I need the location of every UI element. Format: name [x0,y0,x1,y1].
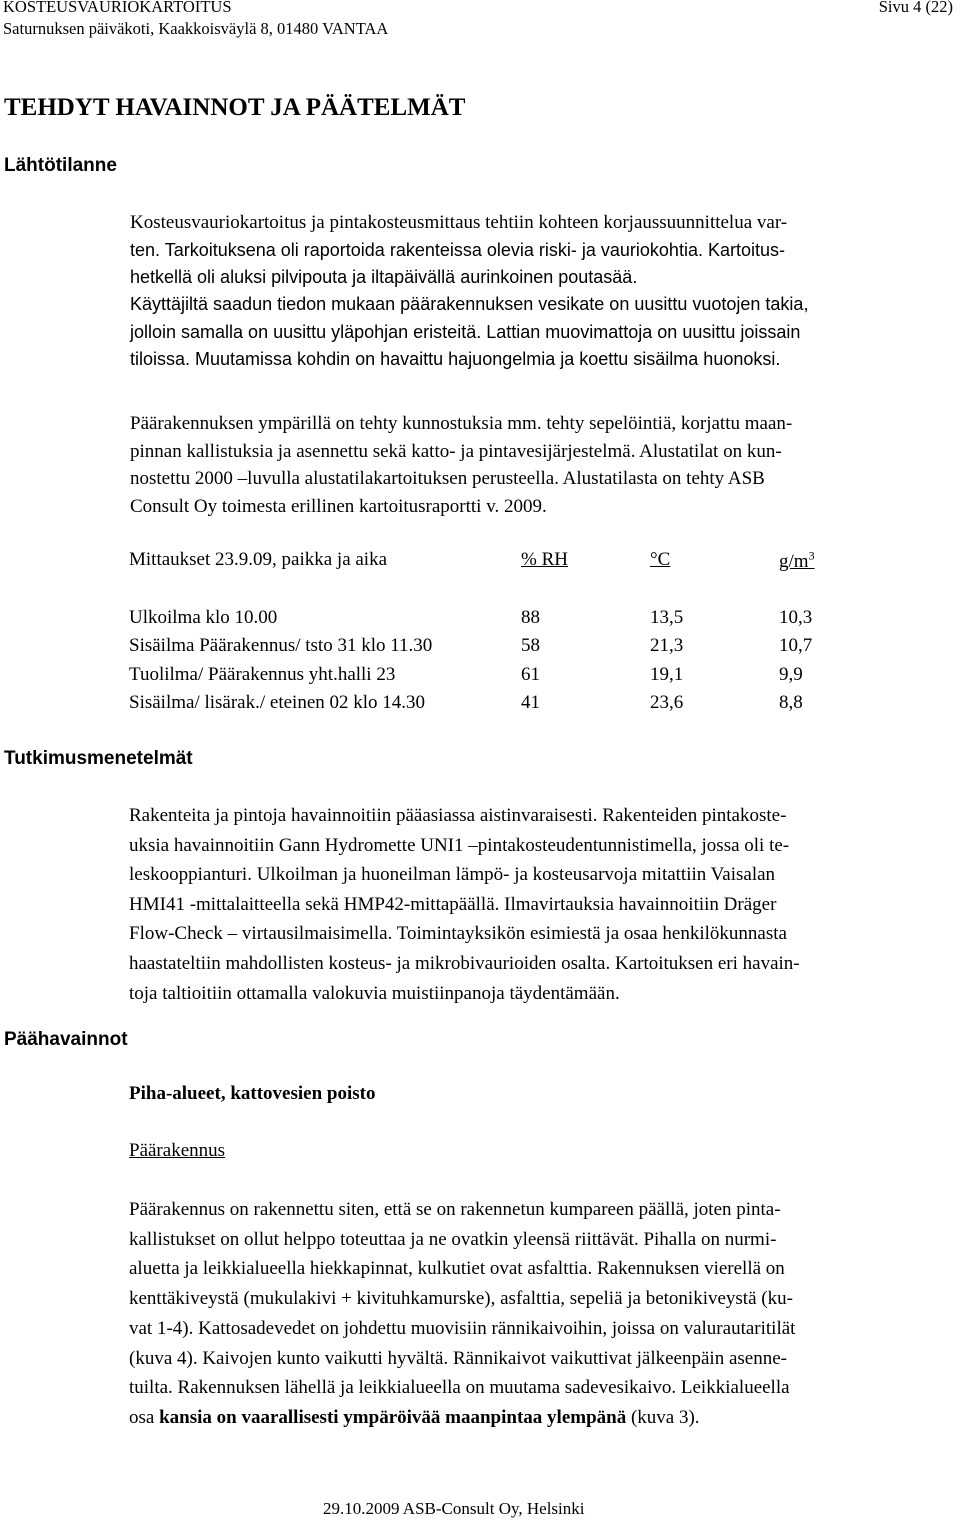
header-title: KOSTEUSVAURIOKARTOITUS [3,0,232,16]
table-row [129,604,869,632]
column-header-rh: % RH [521,549,568,570]
section-title-lahtotilanne: Lähtötilanne [4,155,117,176]
paragraph-lahtotilanne-1 [130,209,787,292]
column-header-temp: °C [650,549,671,570]
text-line: Päärakennus on rakennettu siten, että se on rakennetun kumpareen päällä, joten pinta- [129,1199,781,1220]
table-cell: 58 [521,635,540,657]
text-line: (kuva 4). Kaivojen kunto vaikutti hyvältä. Rännikaivot vaikuttivat jälkeenpäin asenne- [129,1347,787,1369]
table-cell: Sisäilma/ lisärak./ eteinen 02 klo 14.30 [129,691,426,713]
section-title-tutkimusmenetelmat: Tutkimusmenetelmät [4,748,193,769]
table-cell: Ulkoilma klo 10.00 [129,607,278,628]
text-line: Rakenteita ja pintoja havainnoitiin pääasiassa aistinvaraisesti. Rakenteiden pintakoste- [129,805,787,826]
table-cell: 21,3 [650,635,684,657]
text-line: kenttäkiveystä (mukulakivi + kivituhkamurske), asfalttia, sepeliä ja betonikiveystä (ku- [129,1288,793,1310]
paragraph-tutkimusmenetelmat [129,801,800,1008]
text-line: ten. Tarkoituksena oli raportoida rakenteissa olevia riski- ja vauriokohtia. Kartoitus- [130,239,785,260]
text-line: nostettu 2000 –luvulla alustatilakartoituksen perusteella. Alustatilasta on tehty ASB [130,468,765,490]
table-cell: 10,7 [779,635,813,657]
text-line: HMI41 -mittalaitteella sekä HMP42-mittapäällä. Ilmavirtauksia havainnoitiin Dräger [129,893,777,915]
measurement-table [129,604,869,717]
text-line: tiloissa. Muutamissa kohdin on havaittu hajuongelmia ja koettu sisäilma huonoksi. [130,349,781,370]
text-line: jolloin samalla on uusittu yläpohjan eristeitä. Lattian muovimattoja on uusittu joissain [130,321,801,342]
paragraph-lahtotilanne-2 [130,291,808,374]
table-row [129,689,869,717]
text-line: toja taltioitiin ottamalla valokuvia muistiinpanoja täydentämään. [129,982,620,1004]
text-line: hetkellä oli aluksi pilvipouta ja iltapäivällä aurinkoinen poutasää. [130,267,638,288]
bold-warning-text: kansia on vaarallisesti ympäröivää maanpintaa ylempänä [159,1406,627,1428]
table-row [129,661,869,689]
table-cell: Tuolilma/ Päärakennus yht.halli 23 [129,663,396,685]
table-cell: 23,6 [650,691,684,713]
table-cell: 9,9 [779,663,803,685]
subheading-piha-alueet: Piha-alueet, kattovesien poisto [129,1083,376,1104]
text-line: vat 1-4). Kattosadevedet on johdettu muovisiin rännikaivoihin, joissa on valurautaritilät [129,1317,796,1339]
paragraph-lahtotilanne-3 [130,410,792,520]
table-cell: 13,5 [650,607,684,628]
text-line: Päärakennuksen ympärillä on tehty kunnostuksia mm. tehty sepelöintiä, korjattu maan- [130,413,793,434]
section-title-paahavainnot: Päähavainnot [4,1029,128,1050]
text-line: Käyttäjiltä saadun tiedon mukaan päärakennuksen vesikate on uusittu vuotojen takia, [130,294,809,314]
table-cell: 19,1 [650,663,684,685]
footer: 29.10.2009 ASB-Consult Oy, Helsinki [323,1499,585,1518]
table-cell: 88 [521,607,540,628]
text-line: Flow-Check – virtausilmaisimella. Toimintayksikön esimiestä ja osaa henkilökunnasta [129,923,787,945]
text-line: haastateltiin mahdollisten kosteus- ja mikrobivaurioiden osalta. Kartoituksen eri havain- [129,952,800,974]
text-line: Kosteusvauriokartoitus ja pintakosteusmittaus tehtiin kohteen korjaussuunnittelua var- [130,212,788,233]
text-line: uksia havainnoitiin Gann Hydromette UNI1 –pintakosteudentunnistimella, jossa oli te- [129,834,790,856]
table-cell: Sisäilma Päärakennus/ tsto 31 klo 11.30 [129,635,433,657]
measurement-caption: Mittaukset 23.9.09, paikka ja aika [129,549,388,570]
table-cell: 61 [521,663,540,685]
page-number: Sivu 4 (22) [878,0,953,16]
table-row [129,632,869,660]
text-line: Consult Oy toimesta erillinen kartoitusraportti v. 2009. [130,495,547,517]
column-header-abs-humidity: $g/m^3$ [779,549,815,573]
subheading-paarakennus: Päärakennus [129,1140,226,1161]
text-line: osa kansia on vaarallisesti ympäröivää maanpintaa ylempänä (kuva 3). [129,1406,700,1428]
header-address: Saturnuksen päiväkoti, Kaakkoisväylä 8, 01480 VANTAA [3,19,389,38]
table-cell: 8,8 [779,691,803,713]
table-cell: 41 [521,691,540,713]
page-title: TEHDYT HAVAINNOT JA PÄÄTELMÄT [4,94,466,121]
text-line: pinnan kallistuksia ja asennettu sekä katto- ja pintavesijärjestelmä. Alustatilat on kun- [130,440,782,462]
table-cell: 10,3 [779,607,813,628]
text-line: leskooppianturi. Ulkoilman ja huoneilman lämpö- ja kosteusarvoja mitattiin Vaisalan [129,864,776,886]
text-line: kallistukset on ollut helppo toteuttaa ja ne ovatkin yleensä riittävät. Pihalla on nurmi- [129,1228,777,1250]
text-line: tuilta. Rakennuksen lähellä ja leikkialueella on muutama sadevesikaivo. Leikkialueella [129,1377,790,1399]
text-line: aluetta ja leikkialueella hiekkapinnat, kulkutiet ovat asfalttia. Rakennuksen vierellä on [129,1258,785,1280]
paragraph-paahavainnot [129,1195,795,1433]
